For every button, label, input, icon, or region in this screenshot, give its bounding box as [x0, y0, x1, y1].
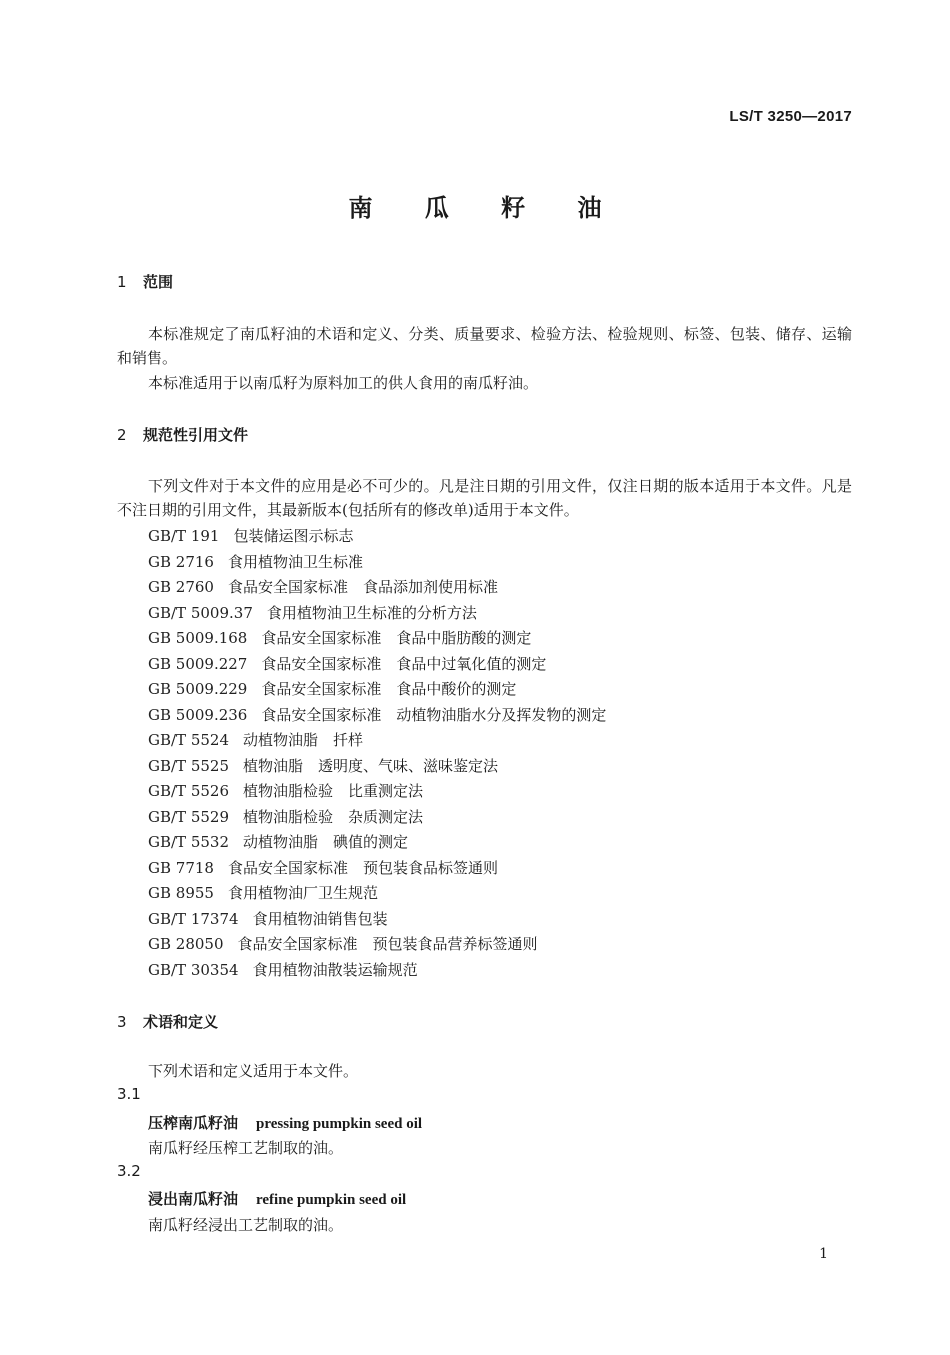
term-english: pressing pumpkin seed oil [256, 1116, 423, 1132]
reference-item [148, 958, 606, 984]
reference-code: GB/T 5532 [148, 833, 230, 851]
reference-code: GB 7718 [148, 858, 214, 877]
reference-title: 食用植物油卫生标准的分析方法 [266, 603, 477, 622]
reference-title: 食品安全国家标准 食品添加剂使用标准 [227, 578, 498, 596]
reference-title: 包装储运图示标志 [233, 527, 354, 545]
reference-item [148, 830, 606, 856]
section-1-heading [117, 271, 173, 292]
term-chinese: 浸出南瓜籽油 [148, 1190, 239, 1208]
reference-item [148, 652, 606, 678]
reference-item [148, 881, 606, 907]
reference-item [148, 932, 606, 958]
term-number: 3.2 [117, 1162, 141, 1180]
reference-item [148, 779, 606, 805]
reference-title: 食品安全国家标准 预包装食品营养标签通则 [237, 935, 538, 953]
reference-code: GB 5009.168 [148, 629, 248, 647]
reference-title: 动植物油脂 扦样 [243, 731, 364, 749]
reference-item [148, 677, 606, 703]
term-definition: 南瓜籽经压榨工艺制取的油。 [148, 1139, 344, 1157]
term-heading [148, 1112, 422, 1133]
reference-code: GB/T 30354 [148, 960, 239, 979]
reference-code: GB 5009.236 [148, 705, 248, 724]
reference-title: 食品安全国家标准 动植物油脂水分及挥发物的测定 [261, 705, 607, 724]
reference-code: GB 28050 [148, 935, 224, 953]
term-chinese: 压榨南瓜籽油 [148, 1114, 239, 1132]
reference-item [148, 805, 606, 831]
reference-title: 食品安全国家标准 食品中脂肪酸的测定 [261, 629, 532, 647]
reference-title: 食用植物油销售包装 [252, 909, 388, 928]
reference-title: 植物油脂 透明度、气味、滋味鉴定法 [243, 756, 499, 775]
term-number: 3.1 [117, 1085, 141, 1103]
section-number: 3 [117, 1013, 127, 1031]
term-english: refine pumpkin seed oil [256, 1192, 407, 1208]
reference-title: 食用植物油散装运输规范 [252, 960, 418, 979]
section-title: 范围 [143, 273, 174, 291]
reference-code: GB 5009.229 [148, 680, 248, 698]
term-heading [148, 1188, 406, 1209]
section-title: 术语和定义 [143, 1013, 219, 1031]
reference-code: GB/T 5524 [148, 731, 230, 749]
reference-title: 植物油脂检验 比重测定法 [243, 782, 424, 800]
section-title: 规范性引用文件 [143, 426, 249, 444]
reference-title: 植物油脂检验 杂质测定法 [243, 807, 424, 826]
section-2-heading [117, 424, 248, 445]
section-number: 1 [117, 273, 127, 291]
reference-item [148, 754, 606, 780]
reference-title: 食品安全国家标准 食品中过氧化值的测定 [261, 654, 547, 673]
reference-item [148, 626, 606, 652]
reference-title: 食用植物油卫生标准 [227, 552, 363, 571]
section-3-heading [117, 1011, 218, 1032]
reference-code: GB/T 5529 [148, 807, 230, 826]
reference-item [148, 524, 606, 550]
document-title: 南 瓜 籽 油 [348, 194, 624, 222]
reference-code: GB/T 5009.37 [148, 603, 253, 622]
reference-item [148, 601, 606, 627]
reference-code: GB 8955 [148, 884, 214, 902]
reference-item [148, 575, 606, 601]
standard-number: LS/T 3250—2017 [729, 108, 852, 125]
reference-title: 动植物油脂 碘值的测定 [243, 833, 409, 851]
normative-reference-list [148, 524, 606, 983]
section-1-paragraph-2: 本标准适用于以南瓜籽为原料加工的供人食用的南瓜籽油。 [148, 374, 539, 392]
reference-code: GB 5009.227 [148, 654, 248, 673]
reference-title: 食品安全国家标准 预包装食品标签通则 [227, 858, 498, 877]
reference-code: GB 2760 [148, 578, 214, 596]
reference-code: GB/T 5525 [148, 756, 230, 775]
reference-title: 食用植物油厂卫生规范 [227, 884, 378, 902]
section-1-paragraph-1: 本标准规定了南瓜籽油的术语和定义、分类、质量要求、检验方法、检验规则、标签、包装、储存、运输和销售。 [117, 325, 852, 367]
reference-code: GB 2716 [148, 552, 214, 571]
reference-title: 食品安全国家标准 食品中酸价的测定 [261, 680, 517, 698]
reference-code: GB/T 191 [148, 527, 220, 545]
section-3-intro: 下列术语和定义适用于本文件。 [148, 1062, 359, 1080]
reference-item [148, 907, 606, 933]
reference-item [148, 728, 606, 754]
page-number: 1 [819, 1246, 828, 1262]
reference-item [148, 856, 606, 882]
reference-code: GB/T 5526 [148, 782, 230, 800]
reference-code: GB/T 17374 [148, 909, 239, 928]
section-2-intro: 下列文件对于本文件的应用是必不可少的。凡是注日期的引用文件，仅注日期的版本适用于本文件。凡是不注日期的引用文件，其最新版本(包括所有的修改单)适用于本文件。 [117, 477, 852, 519]
reference-item [148, 550, 606, 576]
section-number: 2 [117, 426, 127, 444]
reference-item [148, 703, 606, 729]
term-definition: 南瓜籽经浸出工艺制取的油。 [148, 1216, 344, 1234]
